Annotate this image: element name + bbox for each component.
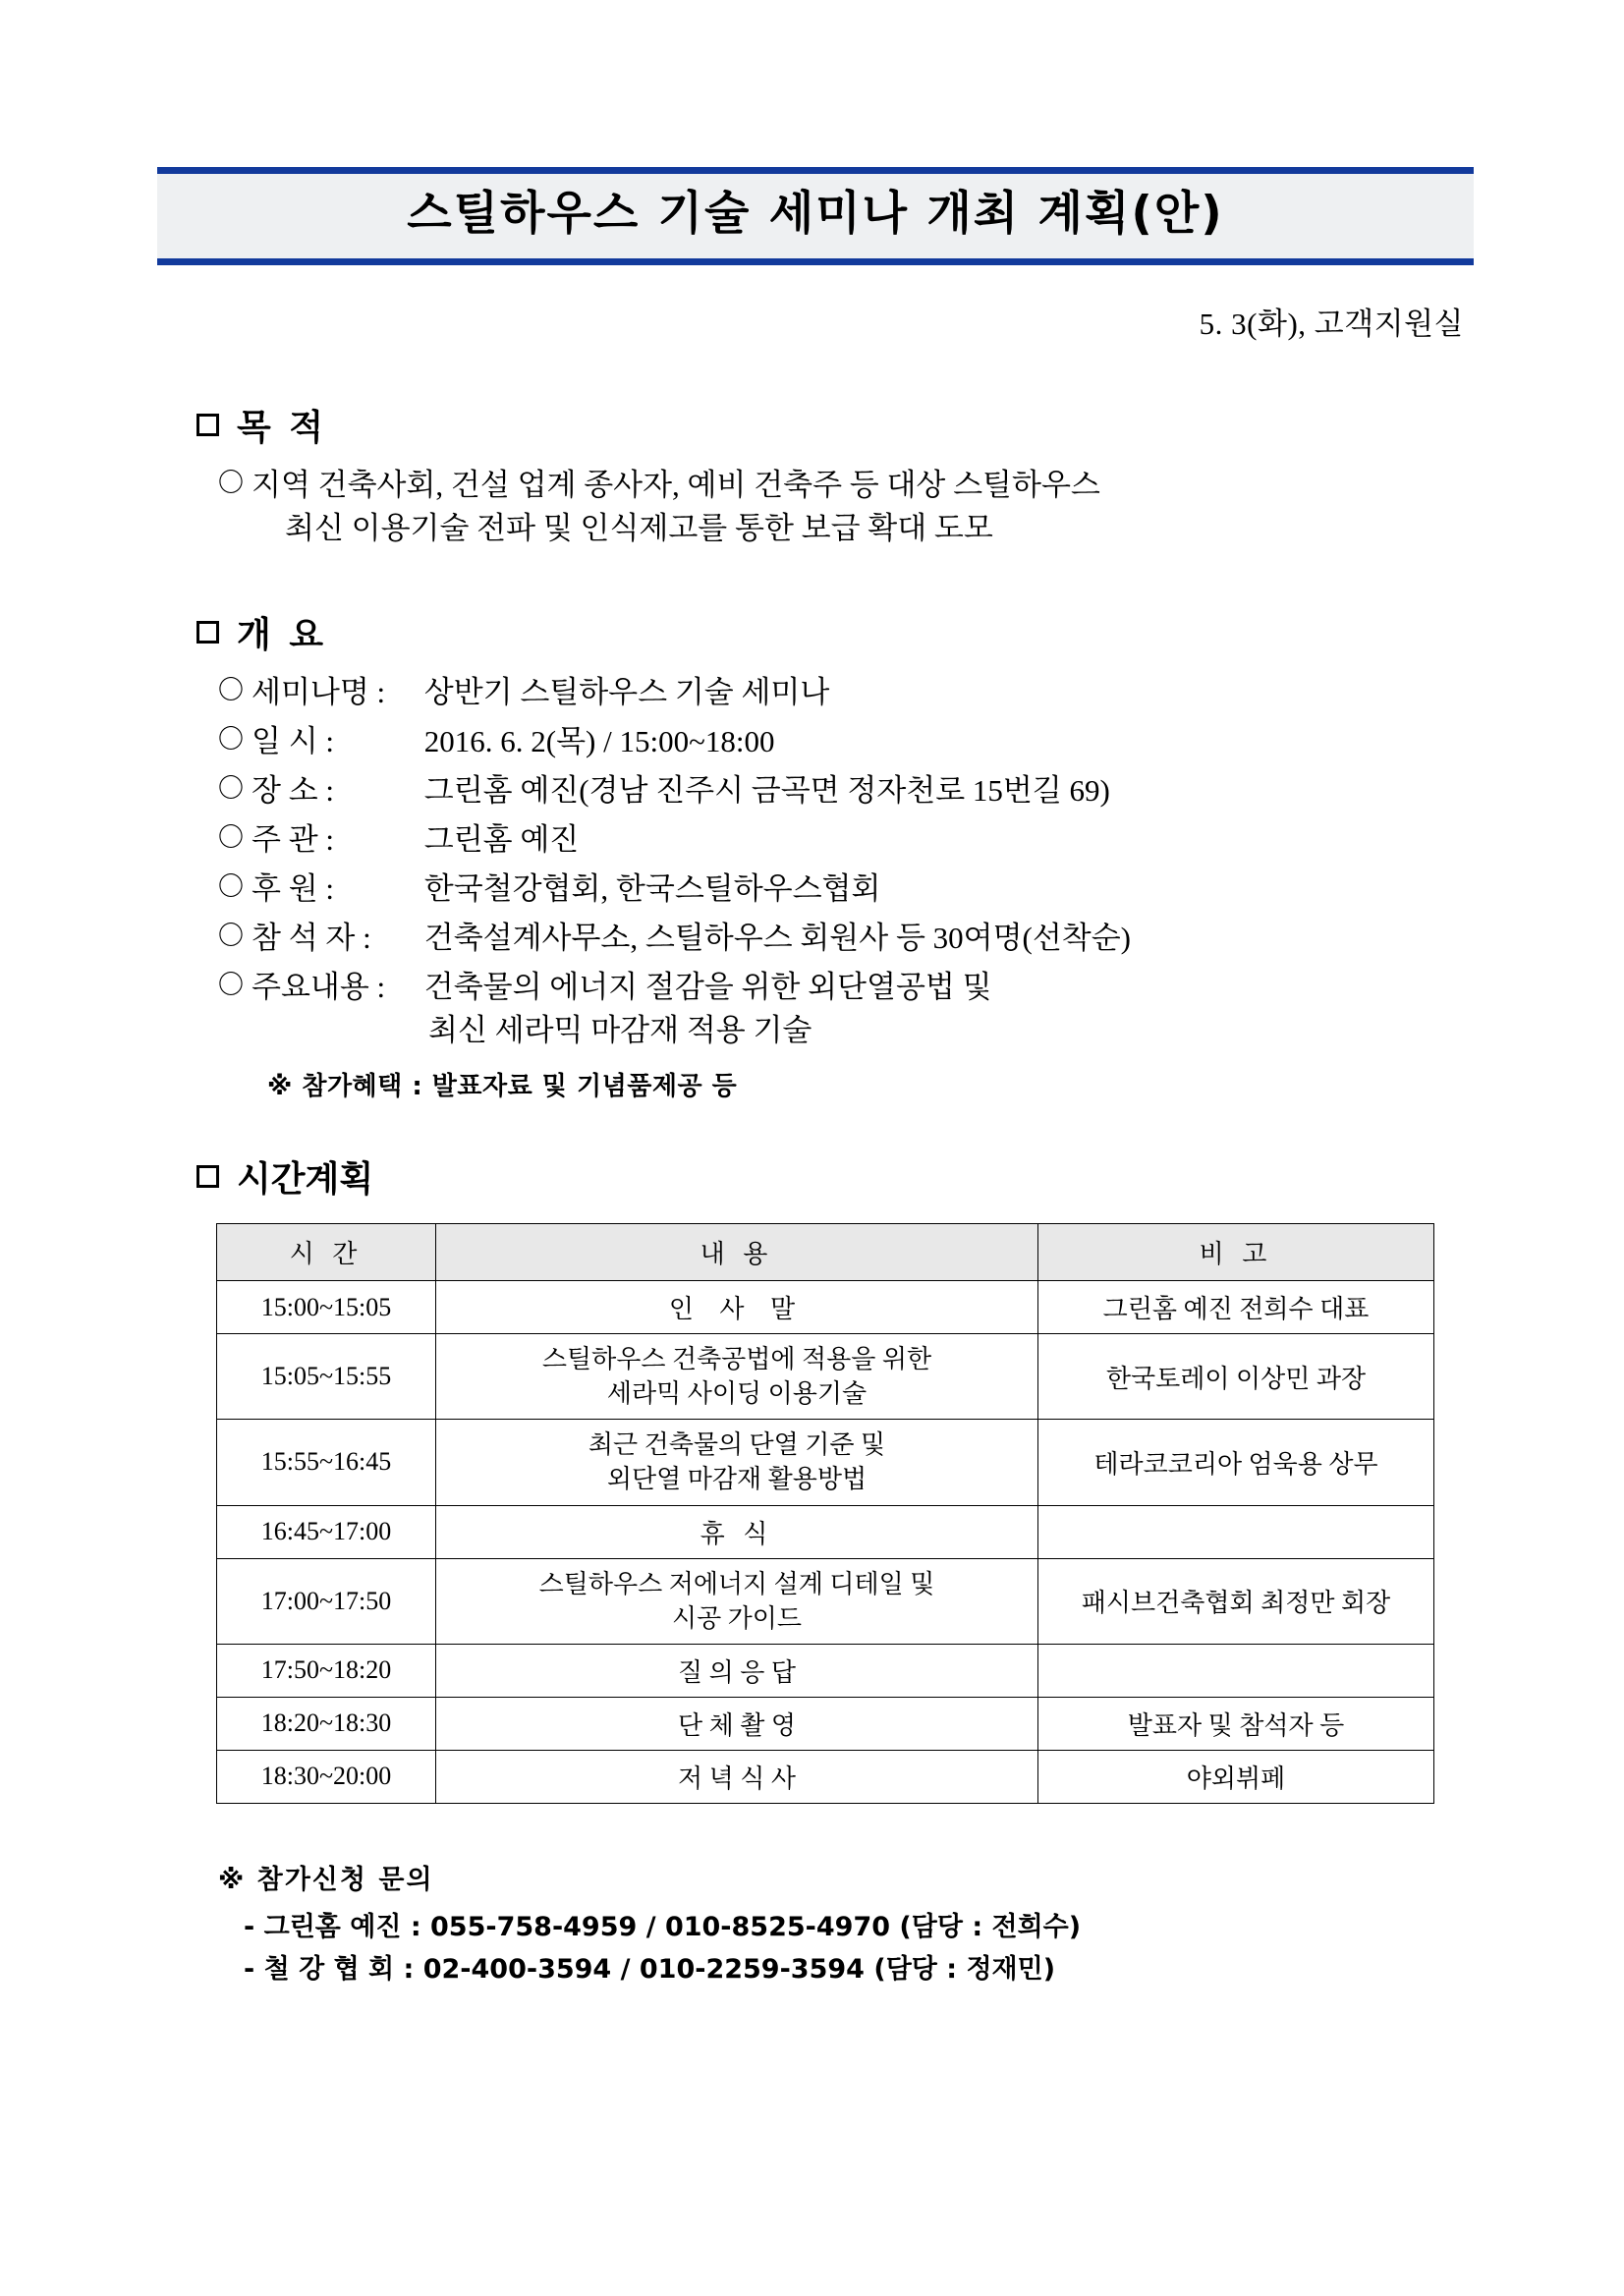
purpose-bullets: [218, 464, 1474, 550]
document-title-banner: [157, 167, 1474, 265]
cell-remark: 발표자 및 참석자 등: [1038, 1697, 1434, 1750]
overview-label-2: 장 소 :: [252, 773, 335, 809]
section-heading-purpose: [196, 400, 1474, 450]
overview-value-4: 한국철강협회, 한국스틸하우스협회: [423, 871, 881, 907]
column-header-content: 내 용: [436, 1224, 1038, 1281]
cell-time: 15:00~15:05: [217, 1281, 436, 1334]
cell-remark: 한국토레이 이상민 과장: [1038, 1334, 1434, 1420]
circle-bullet-icon: 〇: [218, 774, 245, 804]
section-title-overview: 개 요: [237, 615, 327, 656]
cell-content-line2: 시공 가이드: [671, 1603, 803, 1633]
cell-time: 18:30~20:00: [217, 1750, 436, 1803]
circle-bullet-icon: 〇: [218, 469, 245, 498]
overview-value-5: 건축설계사무소, 스틸하우스 회원사 등 30여명(선착순): [423, 921, 1132, 956]
table-row: [217, 1558, 1434, 1644]
overview-value-1: 2016. 6. 2(목) / 15:00~18:00: [423, 724, 775, 759]
cell-remark: 그린홈 예진 전희수 대표: [1038, 1281, 1434, 1334]
cell-content: 저 녁 식 사: [436, 1750, 1038, 1803]
cell-content: 휴 식: [436, 1505, 1038, 1558]
overview-value-0: 상반기 스틸하우스 기술 세미나: [423, 675, 830, 710]
table-row: [217, 1644, 1434, 1697]
list-item: [218, 818, 1474, 862]
overview-label-3: 주 관 :: [252, 822, 335, 858]
overview-bullets: [218, 671, 1474, 1102]
cell-content: [436, 1420, 1038, 1505]
square-bullet-icon: [196, 1165, 219, 1188]
cell-content: 단 체 촬 영: [436, 1697, 1038, 1750]
table-row: [217, 1505, 1434, 1558]
cell-content-line1: 스틸하우스 저에너지 설계 디테일 및: [538, 1569, 935, 1598]
circle-bullet-icon: 〇: [218, 971, 245, 1000]
contact-line-2: - 철 강 협 회 : 02-400-3594 / 010-2259-3594 (담당 : 정재민): [244, 1954, 1056, 1986]
overview-label-0: 세미나명 :: [252, 675, 386, 710]
list-item: [218, 464, 1474, 550]
table-row: [217, 1420, 1434, 1505]
cell-content: [436, 1558, 1038, 1644]
circle-bullet-icon: 〇: [218, 922, 245, 951]
cell-content-line1: 스틸하우스 건축공법에 적용을 위한: [541, 1345, 932, 1374]
overview-label-4: 후 원 :: [252, 871, 335, 907]
overview-value-3: 그린홈 예진: [423, 822, 580, 858]
square-bullet-icon: [196, 621, 219, 644]
cell-time: 17:00~17:50: [217, 1558, 436, 1644]
table-row: [217, 1697, 1434, 1750]
section-title-schedule: 시간계획: [237, 1159, 374, 1201]
cell-remark: 패시브건축협회 최정만 회장: [1038, 1558, 1434, 1644]
contact-block: [218, 1859, 1474, 1991]
cell-remark: [1038, 1505, 1434, 1558]
purpose-line-1: 지역 건축사회, 건설 업계 종사자, 예비 건축주 등 대상 스틸하우스: [252, 468, 1100, 503]
table-header-row: [217, 1224, 1434, 1281]
cell-content: [436, 1334, 1038, 1420]
cell-time: 15:55~16:45: [217, 1420, 436, 1505]
square-bullet-icon: [196, 414, 219, 436]
circle-bullet-icon: 〇: [218, 725, 245, 755]
overview-label-1: 일 시 :: [252, 724, 335, 759]
overview-value-6-cont: 최신 세라믹 마감재 적용 기술: [428, 1013, 812, 1048]
document-subline: 5. 3(화), 고객지원실: [1199, 307, 1464, 342]
purpose-line-2: 최신 이용기술 전파 및 인식제고를 통한 보급 확대 도모: [285, 511, 993, 546]
contact-heading: ※ 참가신청 문의: [218, 1864, 434, 1895]
circle-bullet-icon: 〇: [218, 872, 245, 902]
list-item: [218, 868, 1474, 911]
overview-value-6: 건축물의 에너지 절감을 위한 외단열공법 및: [423, 970, 992, 1005]
contact-line-1: - 그린홈 예진 : 055-758-4959 / 010-8525-4970 (담당 : 전희수): [244, 1911, 1082, 1942]
cell-content-line2: 외단열 마감재 활용방법: [606, 1465, 868, 1494]
cell-remark: [1038, 1644, 1434, 1697]
table-row: [217, 1281, 1434, 1334]
section-title-purpose: 목 적: [237, 408, 327, 449]
column-header-remark: 비 고: [1038, 1224, 1434, 1281]
circle-bullet-icon: 〇: [218, 676, 245, 705]
overview-note: ※ 참가혜택 : 발표자료 및 기념품제공 등: [267, 1072, 738, 1102]
cell-remark: 테라코코리아 엄욱용 상무: [1038, 1420, 1434, 1505]
list-item: [218, 671, 1474, 714]
cell-time: 17:50~18:20: [217, 1644, 436, 1697]
circle-bullet-icon: 〇: [218, 823, 245, 853]
cell-content-line2: 세라믹 사이딩 이용기술: [606, 1379, 868, 1409]
cell-time: 15:05~15:55: [217, 1334, 436, 1420]
cell-content: 인 사 말: [436, 1281, 1038, 1334]
overview-label-5: 참 석 자 :: [252, 921, 371, 956]
table-row: [217, 1750, 1434, 1803]
cell-content: 질 의 응 답: [436, 1644, 1038, 1697]
cell-remark: 야외뷔페: [1038, 1750, 1434, 1803]
page-title: 스틸하우스 기술 세미나 개최 계획(안): [407, 187, 1224, 241]
list-item: [218, 917, 1474, 960]
section-heading-overview: [196, 607, 1474, 657]
column-header-time: 시 간: [217, 1224, 436, 1281]
overview-value-2: 그린홈 예진(경남 진주시 금곡면 정자천로 15번길 69): [423, 773, 1110, 809]
table-row: [217, 1334, 1434, 1420]
schedule-table: [216, 1223, 1434, 1804]
list-item: [218, 769, 1474, 812]
cell-content-line1: 최근 건축물의 단열 기준 및: [588, 1430, 886, 1460]
cell-time: 18:20~18:30: [217, 1697, 436, 1750]
list-item: [218, 966, 1474, 1052]
cell-time: 16:45~17:00: [217, 1505, 436, 1558]
section-heading-schedule: [196, 1151, 1474, 1202]
overview-label-6: 주요내용 :: [252, 970, 386, 1005]
list-item: [218, 720, 1474, 763]
